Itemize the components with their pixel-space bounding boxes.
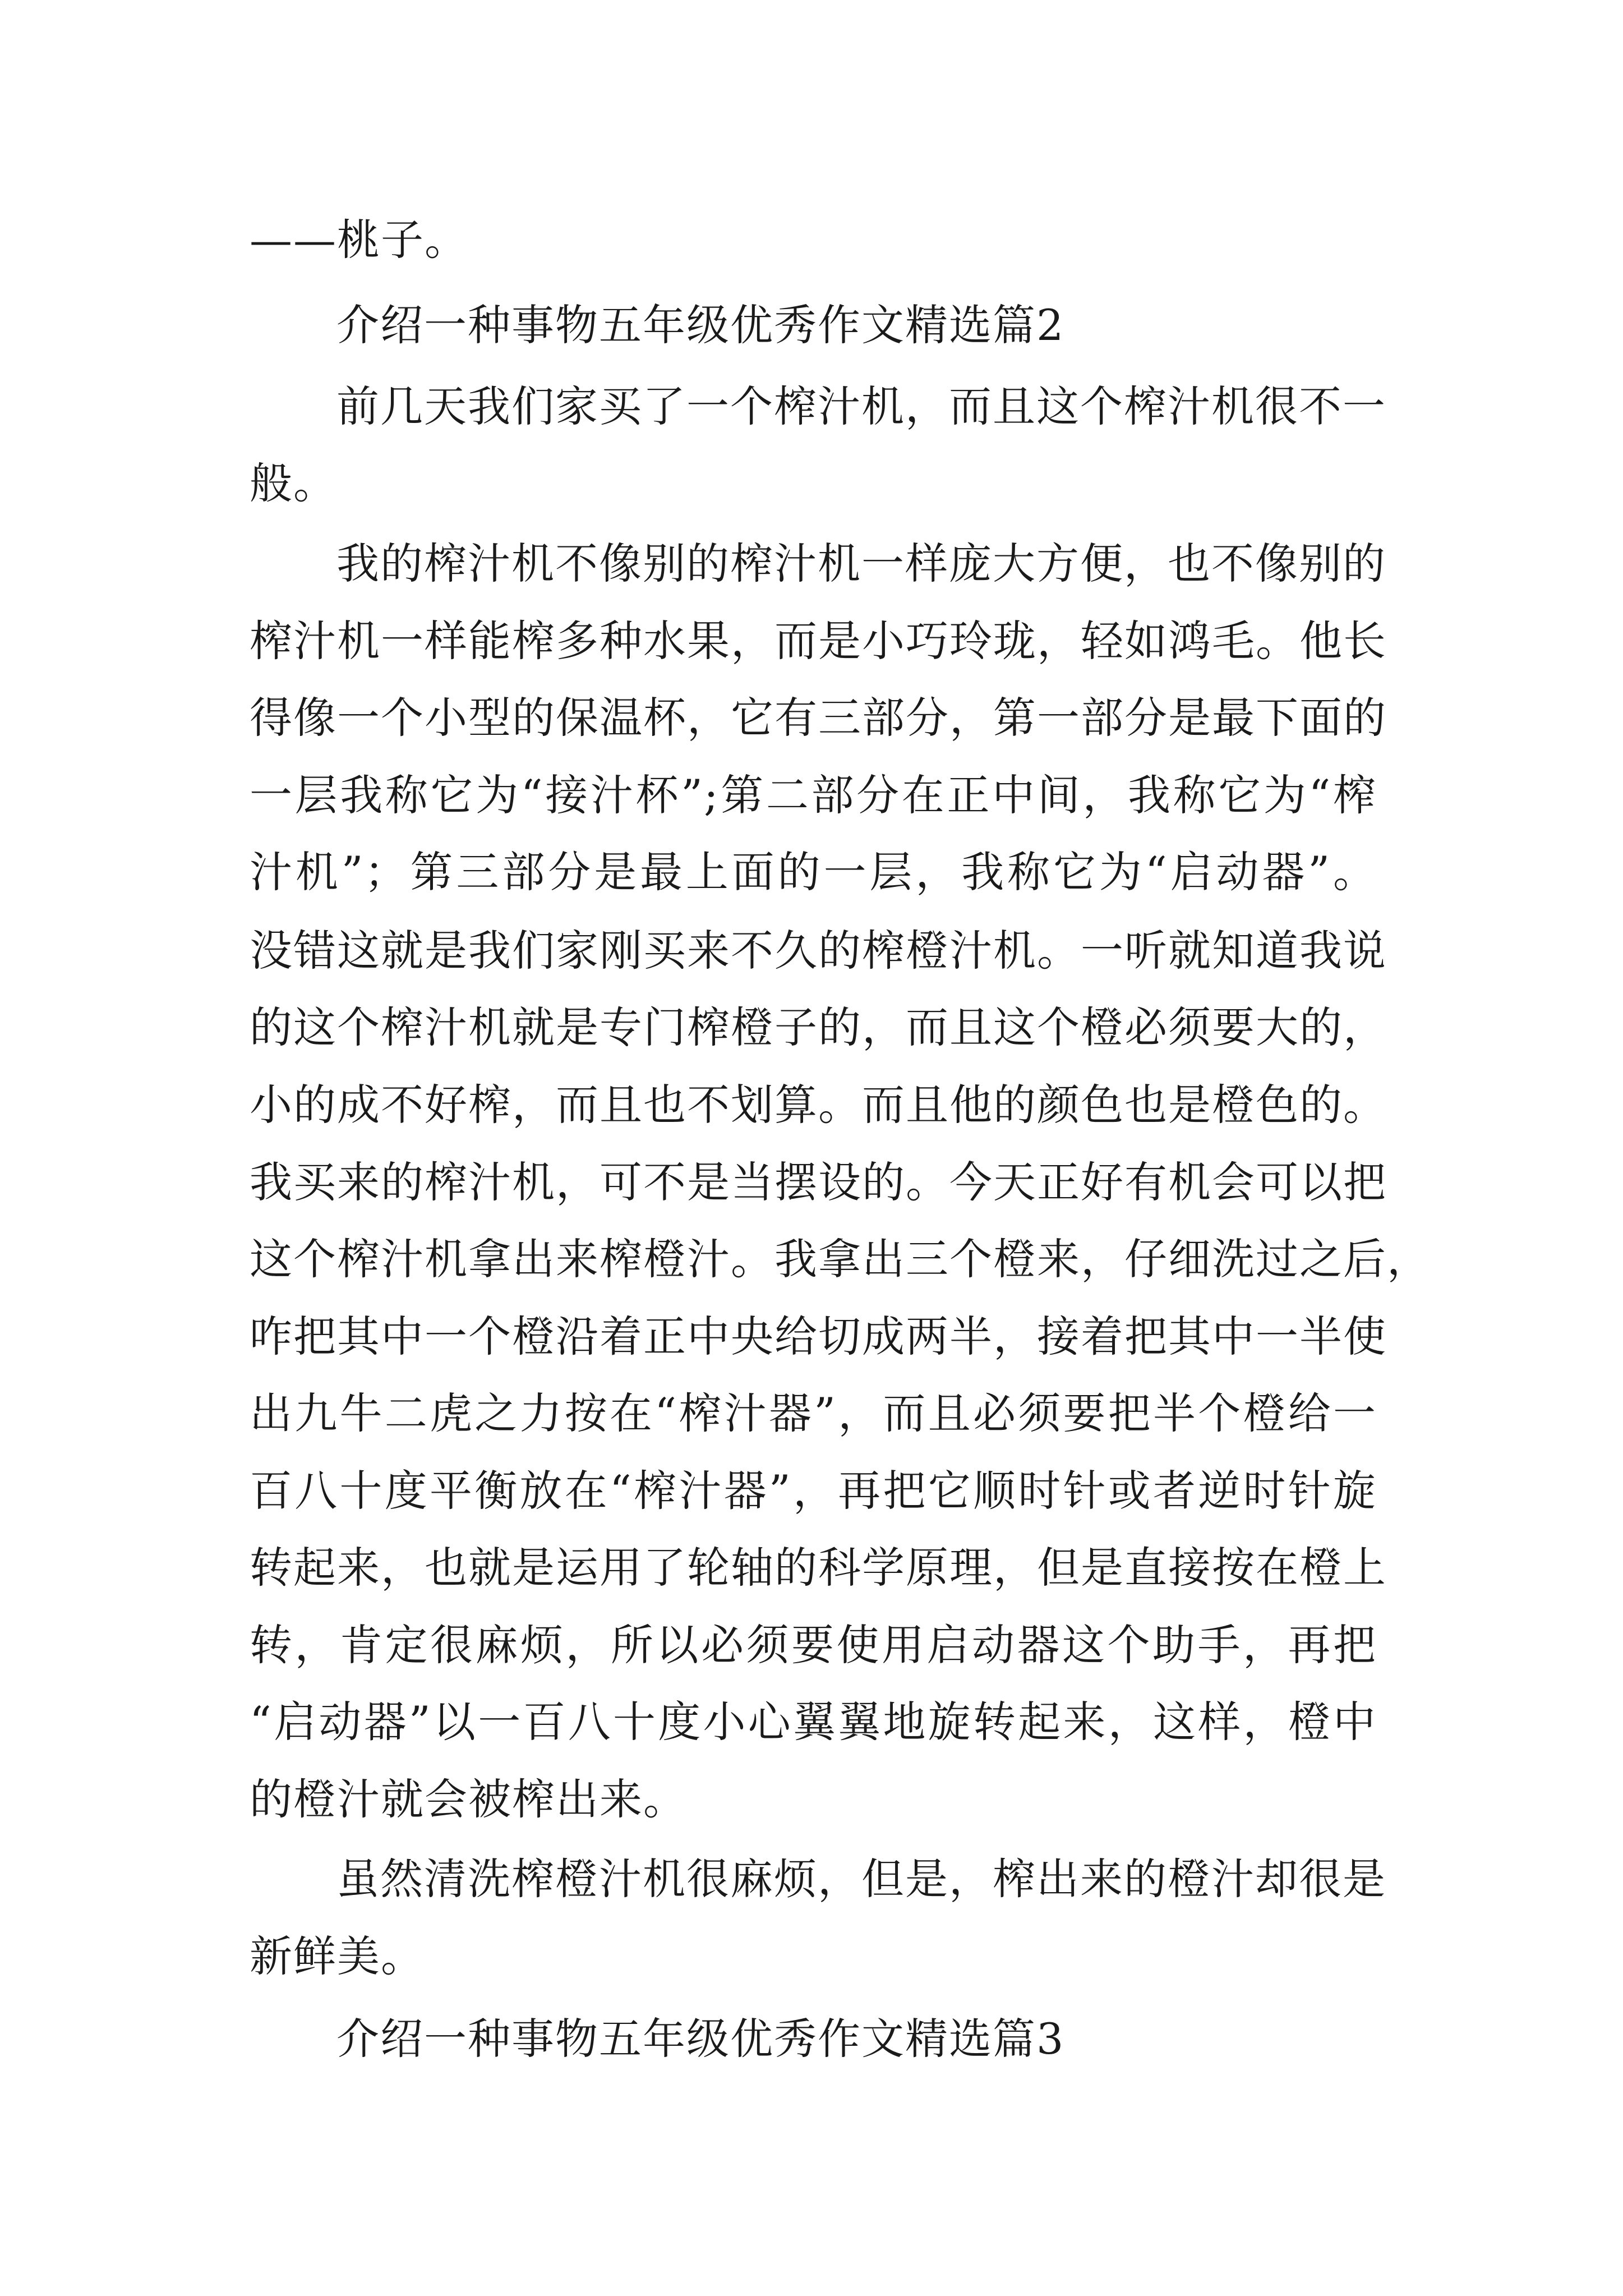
- text-line: 前几天我们家买了一个榨汁机，而且这个榨汁机很不一: [336, 381, 1386, 431]
- section-heading: 介绍一种事物五年级优秀作文精选篇2: [336, 300, 1065, 350]
- text-line: 小的成不好榨，而且也不划算。而且他的颜色也是橙色的。: [250, 1080, 1387, 1130]
- text-line: 这个榨汁机拿出来榨橙汁。我拿出三个橙来，仔细洗过之后，: [250, 1234, 1431, 1284]
- text-line: 榨汁机一样能榨多种水果，而是小巧玲珑，轻如鸿毛。他长: [250, 616, 1387, 666]
- text-line: ——桃子。: [250, 215, 468, 265]
- text-line: 般。: [250, 458, 337, 508]
- text-line: 我买来的榨汁机，可不是当摆设的。今天正好有机会可以把: [250, 1157, 1387, 1207]
- text-line: 百八十度平衡放在“榨汁器”，再把它顺时针或者逆时针旋: [250, 1466, 1377, 1516]
- text-line: 咋把其中一个橙沿着正中央给切成两半，接着把其中一半使: [250, 1312, 1387, 1361]
- text-line: 汁机”；第三部分是最上面的一层，我称它为“启动器”。: [250, 847, 1377, 897]
- text-line: 转，肯定很麻烦，所以必须要使用启动器这个助手，再把: [250, 1620, 1377, 1670]
- text-line: 新鲜美。: [250, 1931, 425, 1981]
- text-line: 没错这就是我们家刚买来不久的榨橙汁机。一听就知道我说: [250, 926, 1387, 976]
- text-line: 的这个榨汁机就是专门榨橙子的，而且这个橙必须要大的，: [250, 1002, 1387, 1052]
- text-line: 我的榨汁机不像别的榨汁机一样庞大方便，也不像别的: [336, 539, 1386, 588]
- text-line: 转起来，也就是运用了轮轴的科学原理，但是直接按在橙上: [250, 1543, 1387, 1593]
- text-line: 的橙汁就会被榨出来。: [250, 1774, 687, 1824]
- text-line: 得像一个小型的保温杯，它有三部分，第一部分是最下面的: [250, 693, 1387, 743]
- text-line: 虽然清洗榨橙汁机很麻烦，但是，榨出来的橙汁却很是: [336, 1854, 1386, 1904]
- text-line: 一层我称它为“接汁杯”;第二部分在正中间，我称它为“榨: [250, 770, 1377, 820]
- text-line: “启动器”以一百八十度小心翼翼地旋转起来，这样，橙中: [250, 1697, 1377, 1747]
- text-line: 出九牛二虎之力按在“榨汁器”，而且必须要把半个橙给一: [250, 1388, 1377, 1438]
- section-heading: 介绍一种事物五年级优秀作文精选篇3: [336, 2014, 1065, 2064]
